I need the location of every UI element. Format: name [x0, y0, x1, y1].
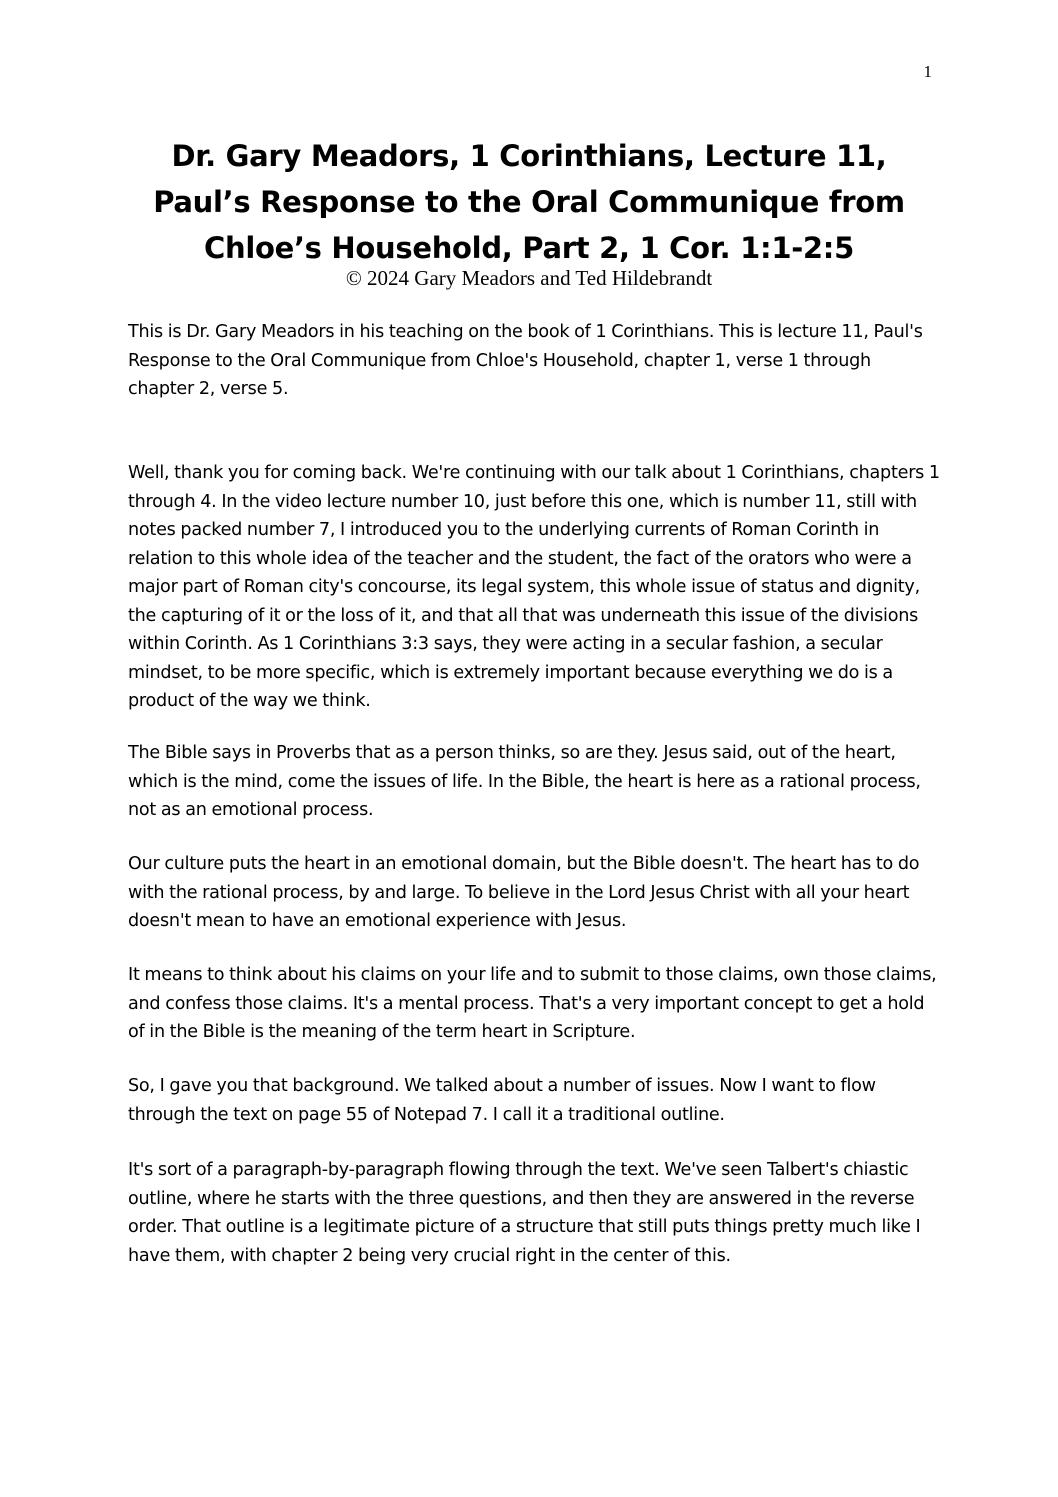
- copyright-notice: © 2024 Gary Meadors and Ted Hildebrandt: [345, 266, 713, 290]
- paragraph: It means to think about his claims on your life and to submit to those claims, own those claims, and confess those claims. It's a mental process. That's a very important concept to get a hold of in the Bible is the meaning of the term heart in Scripture.: [128, 965, 937, 1042]
- title-line: Dr. Gary Meadors, 1 Corinthians, Lecture 11,: [171, 139, 887, 173]
- paragraph: Well, thank you for coming back. We're continuing with our talk about 1 Corinthians, chapters 1 through 4. In the video lecture number 10, just before this one, which is number 11, still with notes packed number 7, I introduced you to the underlying currents of Roman Corinth in relation to this whole idea of the teacher and the student, the fact of the orators who were a major part of Roman city's concourse, its legal system, this whole issue of status and dignity, the capturing of it or the loss of it, and that all that was underneath this issue of the divisions within Corinth. As 1 Corinthians 3:3 says, they were acting in a secular fashion, a secular mindset, to be more specific, which is extremely important because everything we do is a product of the way we think.: [128, 463, 940, 711]
- paragraph: Our culture puts the heart in an emotional domain, but the Bible doesn't. The heart has to do with the rational process, by and large. To believe in the Lord Jesus Christ with all your heart doesn't mean to have an emotional experience with Jesus.: [128, 854, 920, 931]
- title-line: Paul’s Response to the Oral Communique from: [153, 185, 905, 219]
- paragraph: So, I gave you that background. We talked about a number of issues. Now I want to flow through the text on page 55 of Notepad 7. I call it a traditional outline.: [128, 1076, 876, 1125]
- paragraph: The Bible says in Proverbs that as a person thinks, so are they. Jesus said, out of the heart, which is the mind, come the issues of life. In the Bible, the heart is here as a rational process, not as an emotional process.: [128, 743, 921, 820]
- title-line: Chloe’s Household, Part 2, 1 Cor. 1:1-2:5: [204, 231, 854, 265]
- paragraph: It's sort of a paragraph-by-paragraph flowing through the text. We've seen Talbert's chiastic outline, where he starts with the three questions, and then they are answered in the reverse order. That outline is a legitimate picture of a structure that still puts things pretty much like I have them, with chapter 2 being very crucial right in the center of this.: [128, 1160, 921, 1266]
- document-title: [100, 133, 958, 271]
- page-number: 1: [923, 62, 932, 81]
- paragraph: This is Dr. Gary Meadors in his teaching on the book of 1 Corinthians. This is lecture 11, Paul's Response to the Oral Communique from Chloe's Household, chapter 1, verse 1 through chapter 2, verse 5.: [128, 322, 923, 399]
